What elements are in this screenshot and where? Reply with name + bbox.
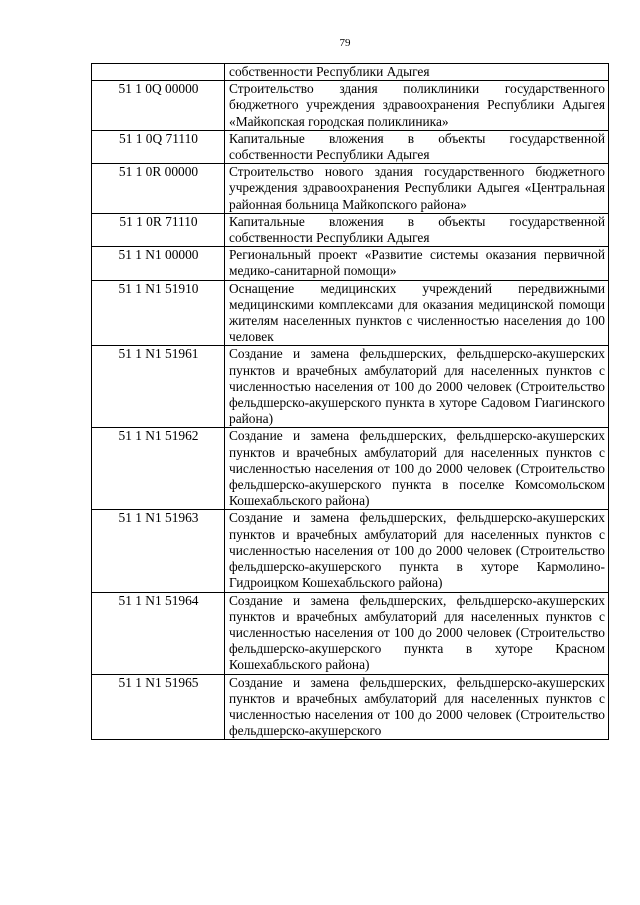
table-row	[92, 674, 609, 740]
classification-code-cell: 51 1 N1 51965	[92, 674, 225, 740]
classification-code-cell: 51 1 N1 51961	[92, 346, 225, 428]
table-row	[92, 130, 609, 163]
table-row	[92, 247, 609, 280]
page-number: 79	[339, 37, 351, 49]
classification-code-cell: 51 1 N1 51964	[92, 592, 225, 674]
description-cell: Строительство здания поликлиники государственного бюджетного учреждения здравоохранения Республики Адыгея «Майкопская городская поликлиника»	[225, 81, 609, 131]
description-cell: Капитальные вложения в объекты государственной собственности Республики Адыгея	[225, 213, 609, 246]
classification-code-cell: 51 1 0Q 71110	[92, 130, 225, 163]
description-cell: Оснащение медицинских учреждений передвижными медицинскими комплексами для оказания медицинской помощи жителям населенных пунктов с численностью населения до 100 человек	[225, 280, 609, 346]
classification-code-cell: 51 1 N1 51963	[92, 510, 225, 592]
description-cell: Создание и замена фельдшерских, фельдшерско-акушерских пунктов и врачебных амбулаторий для населенных пунктов с численностью населения от 100 до 2000 человек (Строительство фельдшерско-акушерского пункта в поселке Комсомольском Кошехабльского района)	[225, 428, 609, 510]
classification-code-cell: 51 1 N1 51910	[92, 280, 225, 346]
table-row	[92, 280, 609, 346]
description-cell: собственности Республики Адыгея	[225, 64, 609, 81]
table-row	[92, 510, 609, 592]
description-cell: Строительство нового здания государственного бюджетного учреждения здравоохранения Республики Адыгея «Центральная районная больница Майкопского района»	[225, 164, 609, 214]
description-cell: Создание и замена фельдшерских, фельдшерско-акушерских пунктов и врачебных амбулаторий для населенных пунктов с численностью населения от 100 до 2000 человек (Строительство фельдшерско-акушерского	[225, 674, 609, 740]
description-cell: Капитальные вложения в объекты государственной собственности Республики Адыгея	[225, 130, 609, 163]
classification-code-cell: 51 1 N1 51962	[92, 428, 225, 510]
description-cell: Создание и замена фельдшерских, фельдшерско-акушерских пунктов и врачебных амбулаторий для населенных пунктов с численностью населения от 100 до 2000 человек (Строительство фельдшерско-акушерского пункта в хуторе Садовом Гиагинского района)	[225, 346, 609, 428]
table-row	[92, 81, 609, 131]
table-row	[92, 64, 609, 81]
classification-code-cell: 51 1 0R 00000	[92, 164, 225, 214]
classification-code-cell: 51 1 N1 00000	[92, 247, 225, 280]
description-cell: Создание и замена фельдшерских, фельдшерско-акушерских пунктов и врачебных амбулаторий для населенных пунктов с численностью населения от 100 до 2000 человек (Строительство фельдшерско-акушерского пункта в хуторе Красном Кошехабльского района)	[225, 592, 609, 674]
table-row	[92, 592, 609, 674]
classification-code-cell: 51 1 0R 71110	[92, 213, 225, 246]
classification-code-cell	[92, 64, 225, 81]
table-row	[92, 346, 609, 428]
description-cell: Региональный проект «Развитие системы оказания первичной медико-санитарной помощи»	[225, 247, 609, 280]
description-cell: Создание и замена фельдшерских, фельдшерско-акушерских пунктов и врачебных амбулаторий для населенных пунктов с численностью населения от 100 до 2000 человек (Строительство фельдшерско-акушерского пункта в хуторе Кармолино-Гидроицком Кошехабльского района)	[225, 510, 609, 592]
table-row	[92, 428, 609, 510]
table-body	[92, 64, 609, 740]
table-row	[92, 213, 609, 246]
budget-classification-table	[91, 63, 609, 740]
classification-code-cell: 51 1 0Q 00000	[92, 81, 225, 131]
table-row	[92, 164, 609, 214]
